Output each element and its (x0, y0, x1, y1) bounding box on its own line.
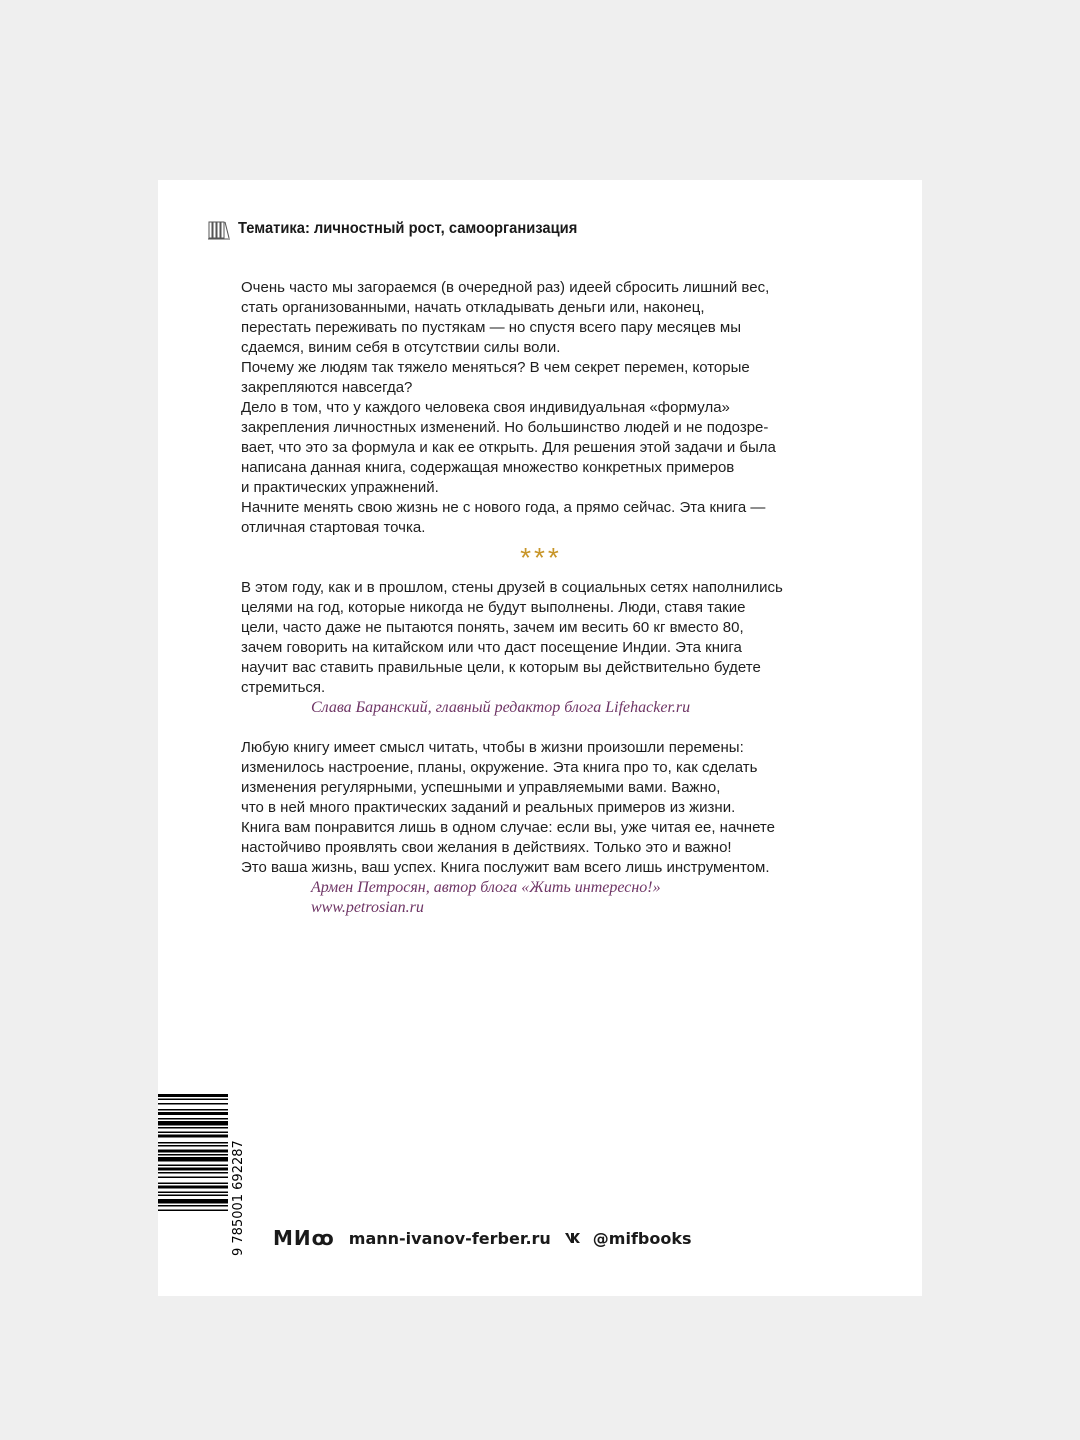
barcode-bar (158, 1195, 228, 1197)
barcode-bar (158, 1177, 228, 1179)
topic-header (208, 218, 607, 240)
barcode-bar (158, 1142, 228, 1144)
annotation-body (241, 278, 821, 918)
barcode-bar (158, 1112, 228, 1115)
barcode-bar (158, 1154, 228, 1156)
website-link[interactable]: mann-ivanov-ferber.ru (348, 1228, 551, 1248)
review-author: Слава Баранский, главный редактор блога Lifehacker.ru (311, 699, 691, 716)
barcode-bar (158, 1186, 228, 1189)
barcode-bar (158, 1094, 228, 1097)
barcode-bar (158, 1118, 228, 1120)
barcode-bar (158, 1168, 228, 1171)
barcode-bar (158, 1205, 228, 1207)
section-separator: *** (520, 542, 562, 573)
barcode-bar (158, 1199, 228, 1204)
barcode-graphic (158, 1090, 248, 1260)
review-text: Любую книгу имеет смысл читать, чтобы в жизни произошли перемены: изменилось настроение, планы, окружение. Эта книга про то, как сделать изменения регулярными, успешными и управляемыми вами. Важно, что в ней много практических заданий и реальных примеров из жизни. Книга вам понравится лишь в одном случае: если вы, уже читая ее, начнете настойчиво проявлять свои желания в действиях. Только это и важно! Это ваша жизнь, ваш успех. Книга послужит вам всего лишь инструментом. (241, 739, 775, 876)
barcode-bar (158, 1150, 228, 1153)
barcode-bar (158, 1127, 228, 1129)
barcode-bar (158, 1183, 228, 1185)
barcode-bar (158, 1172, 228, 1174)
book-back-cover (158, 180, 922, 1296)
isbn-digits: 9 785001 692287 (231, 1140, 246, 1256)
review-author: Армен Петросян, автор блога «Жить интересно!» www.petrosian.ru (311, 879, 661, 916)
intro-paragraph: Дело в том, что у каждого человека своя индивидуальная «формула» закрепления личностных изменений. Но большинство людей и не подозре- вает, что это за формула и как ее открыть. Для решения этой задачи и была написана данная книга, содержащая множество конкретных примеров и практических упражнений. (241, 399, 776, 496)
vk-icon (565, 1232, 585, 1244)
isbn-barcode (158, 1090, 248, 1260)
review-text: В этом году, как и в прошлом, стены друзей в социальных сетях наполнились целями на год, которые никогда не будут выполнены. Люди, ставя такие цели, часто даже не пытаются понять, зачем им весить 60 кг вместо 80, зачем говорить на китайском или что даст посещение Индии. Эта книга научит вас ставить правильные цели, к которым вы действительно будете стремиться. (241, 579, 783, 696)
intro-paragraph: Начните менять свою жизнь не с нового года, а прямо сейчас. Эта книга — отличная стартовая точка. (241, 499, 766, 536)
intro-paragraph: Почему же людям так тяжело меняться? В чем секрет перемен, которые закрепляются навсегда? (241, 359, 750, 396)
barcode-bar (158, 1109, 228, 1111)
barcode-bar (158, 1121, 228, 1126)
barcode-bar (158, 1210, 228, 1212)
barcode-bar (158, 1135, 228, 1138)
books-icon (208, 218, 230, 240)
intro-paragraph: Очень часто мы загораемся (в очередной раз) идеей сбросить лишний вес, стать организованными, начать откладывать деньги или, наконец, перестать переживать по пустякам — но спустя всего пару месяцев мы сдаемся, виним себя в отсутствии силы воли. (241, 279, 770, 356)
barcode-bar (158, 1192, 228, 1194)
barcode-bar (158, 1145, 228, 1147)
social-handle[interactable]: @mifbooks (592, 1228, 692, 1248)
barcode-bar (158, 1157, 228, 1162)
barcode-bar (158, 1099, 228, 1101)
publisher-footer (273, 1226, 692, 1250)
barcode-bar (158, 1132, 228, 1134)
topic-label: Тематика: личностный рост, самоорганизация (238, 220, 578, 237)
barcode-bar (158, 1103, 228, 1105)
barcode-bar (158, 1165, 228, 1167)
publisher-logo: МИꝏ (273, 1226, 335, 1250)
